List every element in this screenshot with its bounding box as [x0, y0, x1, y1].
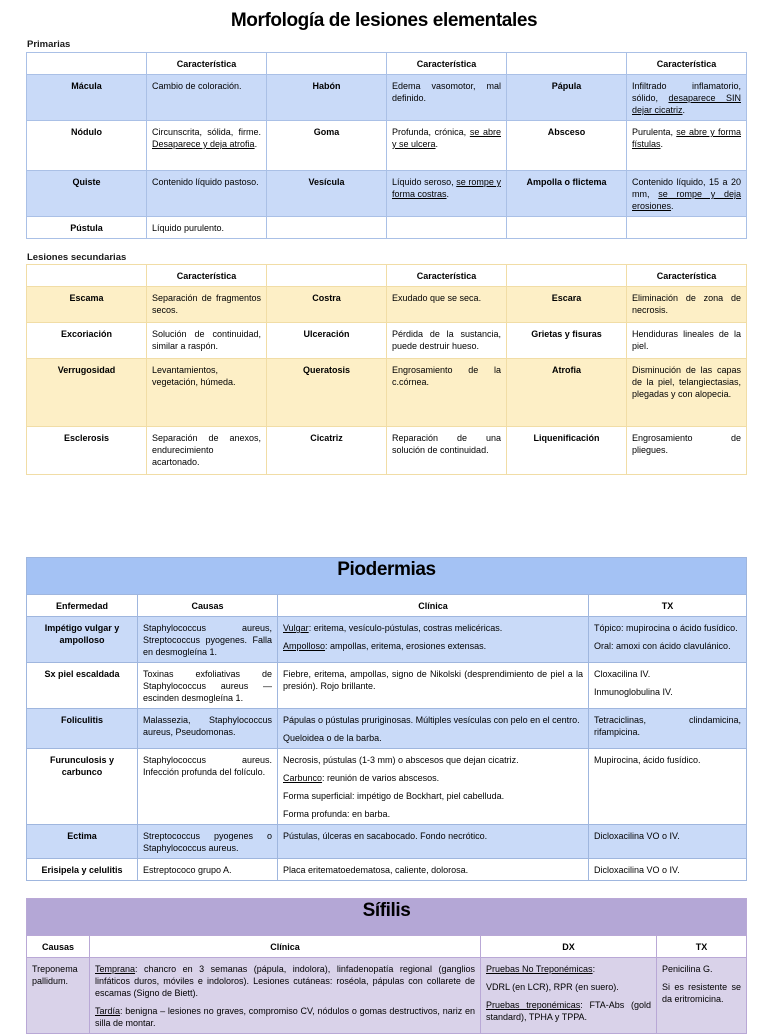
header-caracteristica: Característica — [627, 265, 747, 287]
paragraph — [95, 963, 475, 999]
text-run: Fiebre, eritema, ampollas, signo de Nikolski (desprendimiento de piel a la presión). Rojo brillante. — [283, 669, 583, 691]
secondary-lesions-table — [26, 264, 747, 475]
lesion-name: Costra — [267, 287, 387, 323]
text-run: Necrosis, pústulas (1-3 mm) o abscesos que dejan cicatriz. — [283, 755, 519, 765]
disease-name: Impétigo vulgar y ampolloso — [27, 617, 138, 663]
page-title: Morfología de lesiones elementales — [230, 10, 538, 31]
header-caracteristica: Característica — [387, 53, 507, 75]
lesion-name: Grietas y fisuras — [507, 323, 627, 359]
lesion-description — [627, 171, 747, 217]
column-header: Enfermedad — [27, 595, 138, 617]
underlined-text: Desaparece y deja atrofia — [152, 139, 255, 149]
disease-treatment — [589, 663, 747, 709]
paragraph — [283, 732, 583, 744]
text-run: Exudado que se seca. — [392, 293, 482, 303]
underlined-text: Pruebas No Treponémicas — [486, 964, 593, 974]
lesion-name: Habón — [267, 75, 387, 121]
section-label-secundarias: Lesiones secundarias — [27, 252, 127, 263]
column-header: Causas — [138, 595, 278, 617]
underlined-text: se rompe y deja erosiones — [632, 189, 741, 211]
paragraph — [594, 640, 741, 652]
underlined-text: desaparece SIN dejar cicatriz — [632, 93, 741, 115]
lesion-row — [27, 427, 747, 475]
lesion-description — [147, 217, 267, 239]
sifilis-diagnosis — [481, 958, 657, 1034]
lesion-description — [627, 287, 747, 323]
lesion-description — [627, 323, 747, 359]
lesion-name: Pápula — [507, 75, 627, 121]
text-run: Staphylococcus aureus, Streptococcus pyogenes. Falla en desmogleína 1. — [143, 623, 272, 657]
paragraph — [283, 790, 583, 802]
lesion-name: Ulceración — [267, 323, 387, 359]
text-run: : — [592, 964, 596, 974]
disease-treatment — [589, 617, 747, 663]
text-run: Streptococcus pyogenes o Staphylococcus aureus. — [143, 831, 272, 853]
lesion-row — [27, 171, 747, 217]
text-run: Forma superficial: impétigo de Bockhart, piel cabelluda. — [283, 791, 505, 801]
lesion-name: Excoriación — [27, 323, 147, 359]
lesion-row — [27, 75, 747, 121]
lesion-name: Absceso — [507, 121, 627, 171]
paragraph — [594, 754, 741, 766]
header-caracteristica: Característica — [627, 53, 747, 75]
text-run: Circunscrita, sólida, firme. — [152, 127, 261, 137]
header-blank — [507, 53, 627, 75]
paragraph — [143, 754, 272, 778]
paragraph — [283, 640, 583, 652]
lesion-name: Esclerosis — [27, 427, 147, 475]
text-run: Eliminación de zona de necrosis. — [632, 293, 741, 315]
text-run: Malassezia, Staphylococcus aureus, Pseudomonas. — [143, 715, 272, 737]
sifilis-title: Sífilis — [27, 899, 747, 936]
lesion-description — [147, 359, 267, 427]
header-row — [27, 936, 747, 958]
paragraph — [594, 830, 741, 842]
lesion-description — [387, 427, 507, 475]
text-run: Separación de fragmentos secos. — [152, 293, 261, 315]
disease-name: Erisipela y celulitis — [27, 859, 138, 881]
underlined-text: se abre y forma fístulas — [632, 127, 741, 149]
underlined-text: se abre y se ulcera — [392, 127, 501, 149]
lesion-description — [387, 359, 507, 427]
paragraph — [594, 686, 741, 698]
text-run: Líquido seroso, — [392, 177, 457, 187]
text-run: Placa eritematoedematosa, caliente, dolorosa. — [283, 865, 469, 875]
header-caracteristica: Característica — [387, 265, 507, 287]
text-run: : FTA-Abs (gold standard), TPHA y TPPA. — [486, 1000, 651, 1022]
lesion-description — [147, 323, 267, 359]
text-run: Edema vasomotor, mal definido. — [392, 81, 501, 103]
column-header: Clínica — [278, 595, 589, 617]
disease-row — [27, 663, 747, 709]
paragraph — [283, 830, 583, 842]
disease-row — [27, 709, 747, 749]
text-run: . — [660, 139, 664, 149]
text-run: Reparación de una solución de continuidad. — [392, 433, 501, 455]
text-run: : ampollas, eritema, erosiones extensas. — [325, 641, 487, 651]
text-run: Tetraciclinas, clindamicina, rifampicina. — [594, 715, 741, 737]
text-run: Mupirocina, ácido fusídico. — [594, 755, 701, 765]
disease-causes — [138, 617, 278, 663]
text-run: Levantamientos, vegetación, húmeda. — [152, 365, 236, 387]
underlined-text: se rompe y forma costras — [392, 177, 501, 199]
text-run: Staphylococcus aureus. Infección profunda del folículo. — [143, 755, 272, 777]
disease-treatment — [589, 749, 747, 825]
disease-treatment — [589, 825, 747, 859]
text-run: Hendiduras lineales de la piel. — [632, 329, 741, 351]
underlined-text: Ampolloso — [283, 641, 326, 651]
paragraph — [594, 668, 741, 680]
text-run: Engrosamiento de pliegues. — [632, 433, 741, 455]
lesion-name: Queratosis — [267, 359, 387, 427]
text-run: . — [435, 139, 439, 149]
lesion-description — [147, 75, 267, 121]
lesion-name: Goma — [267, 121, 387, 171]
paragraph — [486, 963, 651, 975]
text-run: Infiltrado inflamatorio, sólido, — [632, 81, 741, 103]
text-run: Inmunoglobulina IV. — [594, 687, 673, 697]
paragraph — [594, 622, 741, 634]
header-blank — [267, 265, 387, 287]
disease-clinical — [278, 709, 589, 749]
text-run: : benigna – lesiones no graves, compromiso CV, nódulos o gomas destructivos, nariz en silla de montar. — [95, 1006, 475, 1028]
lesion-description — [627, 121, 747, 171]
sifilis-causes: Treponema pallidum. — [27, 958, 90, 1034]
piodermias-title: Piodermias — [27, 558, 747, 595]
disease-clinical — [278, 617, 589, 663]
text-run: Dicloxacilina VO o IV. — [594, 865, 680, 875]
paragraph — [283, 808, 583, 820]
header-row — [27, 265, 747, 287]
sifilis-clinical — [90, 958, 481, 1034]
paragraph — [283, 864, 583, 876]
disease-name: Furunculosis y carbunco — [27, 749, 138, 825]
text-run: Queloidea o de la barba. — [283, 733, 382, 743]
text-run: Engrosamiento de la c.córnea. — [392, 365, 501, 387]
paragraph — [283, 622, 583, 634]
disease-causes — [138, 859, 278, 881]
lesion-description — [387, 75, 507, 121]
lesion-name: Verrugosidad — [27, 359, 147, 427]
text-run: Toxinas exfoliativas de Staphylococcus aureus — escinden desmogleína 1. — [143, 669, 272, 703]
lesion-row — [27, 287, 747, 323]
disease-treatment — [589, 709, 747, 749]
underlined-text: Vulgar — [283, 623, 309, 633]
paragraph — [283, 668, 583, 692]
text-run: Purulenta, — [632, 127, 677, 137]
paragraph — [283, 772, 583, 784]
paragraph — [95, 1005, 475, 1029]
column-header: TX — [589, 595, 747, 617]
text-run: Profunda, crónica, — [392, 127, 470, 137]
lesion-name: Nódulo — [27, 121, 147, 171]
lesion-name: Cicatriz — [267, 427, 387, 475]
underlined-text: Pruebas treponémicas — [486, 1000, 581, 1010]
disease-clinical — [278, 749, 589, 825]
disease-row — [27, 617, 747, 663]
underlined-text: Tardía — [95, 1006, 121, 1016]
section-label-primarias: Primarias — [27, 39, 71, 50]
disease-row — [27, 749, 747, 825]
paragraph — [594, 714, 741, 738]
lesion-description — [627, 75, 747, 121]
disease-clinical — [278, 859, 589, 881]
text-run: Pústulas, úlceras en sacabocado. Fondo necrótico. — [283, 831, 488, 841]
paragraph — [486, 981, 651, 993]
lesion-description — [147, 287, 267, 323]
header-blank — [27, 53, 147, 75]
disease-causes — [138, 663, 278, 709]
paragraph — [143, 668, 272, 704]
header-blank — [27, 265, 147, 287]
text-run: Contenido líquido pastoso. — [152, 177, 259, 187]
paragraph — [143, 714, 272, 738]
text-run: Disminución de las capas de la piel, telangiectasias, plegadas y con alopecia. — [632, 365, 741, 399]
disease-causes — [138, 825, 278, 859]
text-run: . — [254, 139, 258, 149]
text-run: Contenido líquido, 15 a 20 mm, — [632, 177, 741, 199]
text-run: Cloxacilina IV. — [594, 669, 651, 679]
lesion-row — [27, 359, 747, 427]
text-run: Estreptococo grupo A. — [143, 865, 232, 875]
text-run: : eritema, vesículo-pústulas, costras melicéricas. — [308, 623, 503, 633]
text-run: : reunión de varios abscesos. — [322, 773, 440, 783]
text-run: : chancro en 3 semanas (pápula, indolora), linfadenopatía regional (ganglios linfáticos duros, móviles e indoloros). Lesiones cutáneas: roséola, pápulas con collarete de escamas (Signo de Biett). — [95, 964, 475, 998]
lesion-name: Mácula — [27, 75, 147, 121]
disease-treatment — [589, 859, 747, 881]
disease-name: Foliculitis — [27, 709, 138, 749]
text-run: Cambio de coloración. — [152, 81, 242, 91]
disease-name: Sx piel escaldada — [27, 663, 138, 709]
lesion-name: Pústula — [27, 217, 147, 239]
lesion-row — [27, 323, 747, 359]
disease-name: Ectima — [27, 825, 138, 859]
paragraph — [283, 714, 583, 726]
sifilis-table — [26, 898, 747, 1034]
lesion-description — [387, 287, 507, 323]
column-header: DX — [481, 936, 657, 958]
disease-clinical — [278, 825, 589, 859]
paragraph — [662, 981, 741, 1005]
lesion-description — [147, 121, 267, 171]
piodermias-table — [26, 557, 747, 881]
disease-row — [27, 859, 747, 881]
lesion-description — [387, 323, 507, 359]
column-header: Clínica — [90, 936, 481, 958]
lesion-description — [627, 427, 747, 475]
header-row — [27, 595, 747, 617]
lesion-description — [627, 217, 747, 239]
paragraph — [662, 963, 741, 975]
paragraph — [594, 864, 741, 876]
lesion-name: Ampolla o flictema — [507, 171, 627, 217]
paragraph — [143, 864, 272, 876]
column-header: TX — [657, 936, 747, 958]
lesion-name — [267, 217, 387, 239]
underlined-text: Temprana — [95, 964, 136, 974]
primary-lesions-table — [26, 52, 747, 239]
text-run: Oral: amoxi con ácido clavulánico. — [594, 641, 731, 651]
sifilis-treatment — [657, 958, 747, 1034]
lesion-name: Escama — [27, 287, 147, 323]
text-run: Líquido purulento. — [152, 223, 225, 233]
text-run: Penicilina G. — [662, 964, 713, 974]
text-run: Solución de continuidad, similar a raspón. — [152, 329, 261, 351]
header-blank — [507, 265, 627, 287]
lesion-description — [387, 121, 507, 171]
text-run: Dicloxacilina VO o IV. — [594, 831, 680, 841]
text-run: Si es resistente se da eritromicina. — [662, 982, 742, 1004]
paragraph — [283, 754, 583, 766]
text-run: Pápulas o pústulas pruriginosas. Múltiples vesículas con pelo en el centro. — [283, 715, 580, 725]
paragraph — [143, 622, 272, 658]
column-header: Causas — [27, 936, 90, 958]
lesion-name: Liquenificación — [507, 427, 627, 475]
lesion-row — [27, 121, 747, 171]
paragraph — [143, 830, 272, 854]
lesion-description — [627, 359, 747, 427]
header-blank — [267, 53, 387, 75]
paragraph — [486, 999, 651, 1023]
disease-causes — [138, 709, 278, 749]
text-run: Separación de anexos, endurecimiento acartonado. — [152, 433, 261, 467]
header-caracteristica: Característica — [147, 265, 267, 287]
lesion-name: Quiste — [27, 171, 147, 217]
lesion-description — [387, 171, 507, 217]
text-run: . — [682, 105, 686, 115]
disease-causes — [138, 749, 278, 825]
lesion-description — [147, 171, 267, 217]
header-row — [27, 53, 747, 75]
disease-clinical — [278, 663, 589, 709]
underlined-text: Carbunco — [283, 773, 323, 783]
lesion-name: Escara — [507, 287, 627, 323]
lesion-row — [27, 217, 747, 239]
disease-row — [27, 825, 747, 859]
text-run: Forma profunda: en barba. — [283, 809, 391, 819]
text-run: Pérdida de la sustancia, puede destruir hueso. — [392, 329, 501, 351]
text-run: . — [671, 201, 674, 211]
text-run: Tópico: mupirocina o ácido fusídico. — [594, 623, 738, 633]
text-run: VDRL (en LCR), RPR (en suero). — [486, 982, 619, 992]
lesion-description — [387, 217, 507, 239]
header-caracteristica: Característica — [147, 53, 267, 75]
lesion-description — [147, 427, 267, 475]
lesion-name — [507, 217, 627, 239]
sifilis-row — [27, 958, 747, 1034]
lesion-name: Atrofia — [507, 359, 627, 427]
lesion-name: Vesícula — [267, 171, 387, 217]
text-run: . — [446, 189, 450, 199]
